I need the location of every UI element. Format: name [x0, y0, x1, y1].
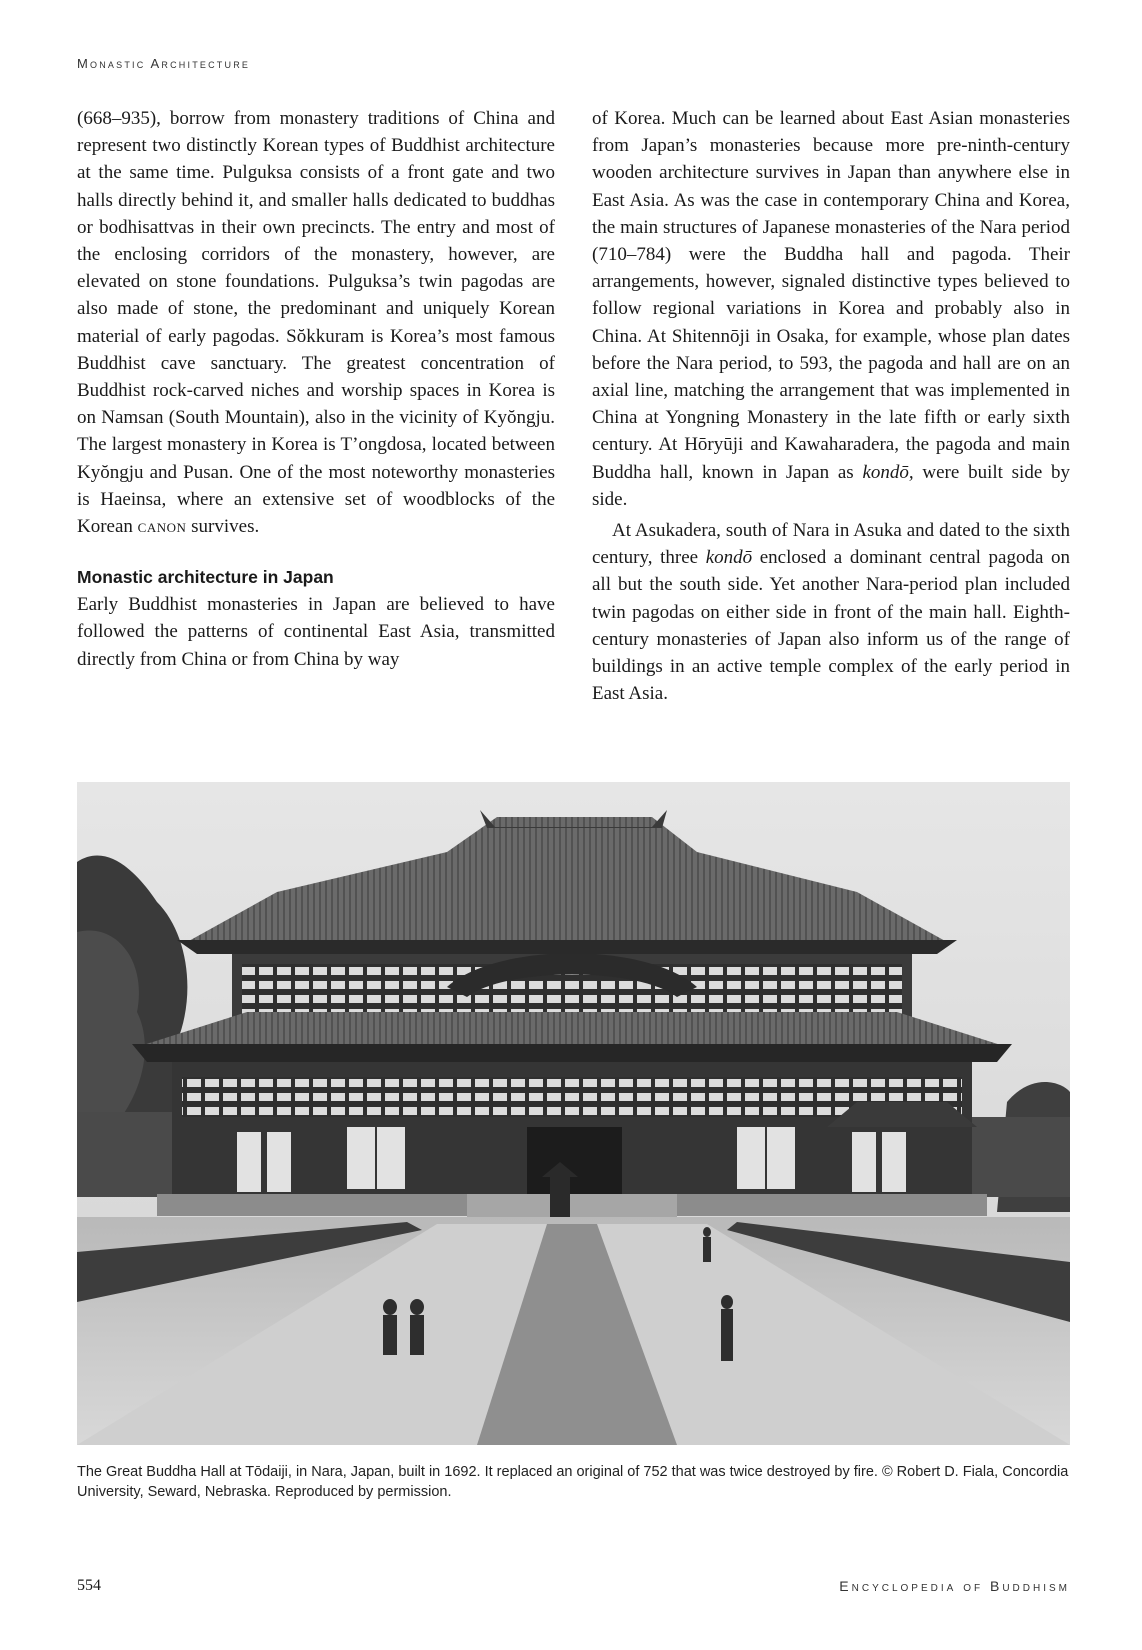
book-title: Encyclopedia of Buddhism: [839, 1578, 1070, 1594]
right-paragraph-2: [592, 517, 1070, 707]
right-column: [592, 105, 1070, 707]
page-number: 554: [77, 1577, 101, 1594]
left-paragraph-1-end: survives.: [186, 516, 260, 538]
left-column: [77, 105, 555, 673]
right-paragraph-1: [592, 105, 1070, 513]
figure-caption: The Great Buddha Hall at Tōdaiji, in Nara, Japan, built in 1692. It replaced an original of 752 that was twice destroyed by fire. © Robert D. Fiala, Concordia University, Seward, Nebraska. Reproduced by permission.: [77, 1464, 1069, 1500]
right-paragraph-1-text: of Korea. Much can be learned about East Asian monasteries from Japan’s monasteries because more pre-ninth-century wooden architecture survives in Japan than anywhere else in East Asia. As was the case in contemporary China and Korea, the main structures of Japanese monasteries of the Nara period (710–784) were the Buddha hall and pagoda. Their arrangements, however, signaled distinctive types believed to follow regional variations in Korea and probably also in China. At Shitennōji in Osaka, for example, whose plan dates before the Nara period, to 593, the pagoda and hall are on an axial line, matching the arrangement that was implemented in China at Yongning Monastery in the late fifth or early sixth century. At Hōryūji and Kawaharadera, the pagoda and main Buddha hall, known in Japan as: [592, 108, 1070, 483]
left-paragraph-1: [77, 105, 555, 540]
temple-photograph: [77, 782, 1070, 1445]
kondo-term: kondō: [705, 547, 753, 569]
canon-cross-reference[interactable]: canon: [137, 516, 187, 538]
todaiji-great-buddha-hall-illustration: [77, 782, 1070, 1445]
right-paragraph-1-end: were built side by side.: [592, 461, 1071, 510]
left-paragraph-2: Early Buddhist monasteries in Japan are believed to have followed the patterns of continental East Asia, transmitted directly from China or from China by way: [77, 594, 555, 670]
section-heading: Monastic architecture in Japan: [77, 567, 334, 588]
kondo-term: kondō,: [862, 461, 914, 483]
right-paragraph-2-start: At Asukadera, south of Nara in Asuka and dated to the sixth century, three: [592, 520, 1070, 569]
left-paragraph-1-text: (668–935), borrow from monastery traditions of China and represent two distinctly Korean types of Buddhist architecture at the same time. Pulguksa consists of a front gate and two halls directly behind it, and smaller halls dedicated to buddhas or bodhisattvas in their own precincts. The entry and most of the enclosing corridors of the monastery, however, are elevated on stone foundations. Pulguksa’s twin pagodas are also made of stone, the predominant and uniquely Korean material of early pagodas. Sŏkkuram is Korea’s most famous Buddhist cave sanctuary. The greatest concentration of Buddhist rock-carved niches and worship spaces in Korea is on Namsan (South Mountain), also in the vicinity of Kyŏngju. The largest monastery in Korea is T’ongdosa, located between Kyŏngju and Pusan. One of the most noteworthy monasteries is Haeinsa, where an extensive set of woodblocks of the Korean: [77, 108, 555, 538]
running-head: Monastic Architecture: [77, 56, 251, 71]
right-paragraph-2-end: enclosed a dominant central pagoda on all but the south side. Yet another Nara-period plan included twin pagodas on either side in front of the main hall. Eighth-century monasteries of Japan also inform us of the range of buildings in an active temple complex of the early period in East Asia.: [592, 547, 1070, 705]
